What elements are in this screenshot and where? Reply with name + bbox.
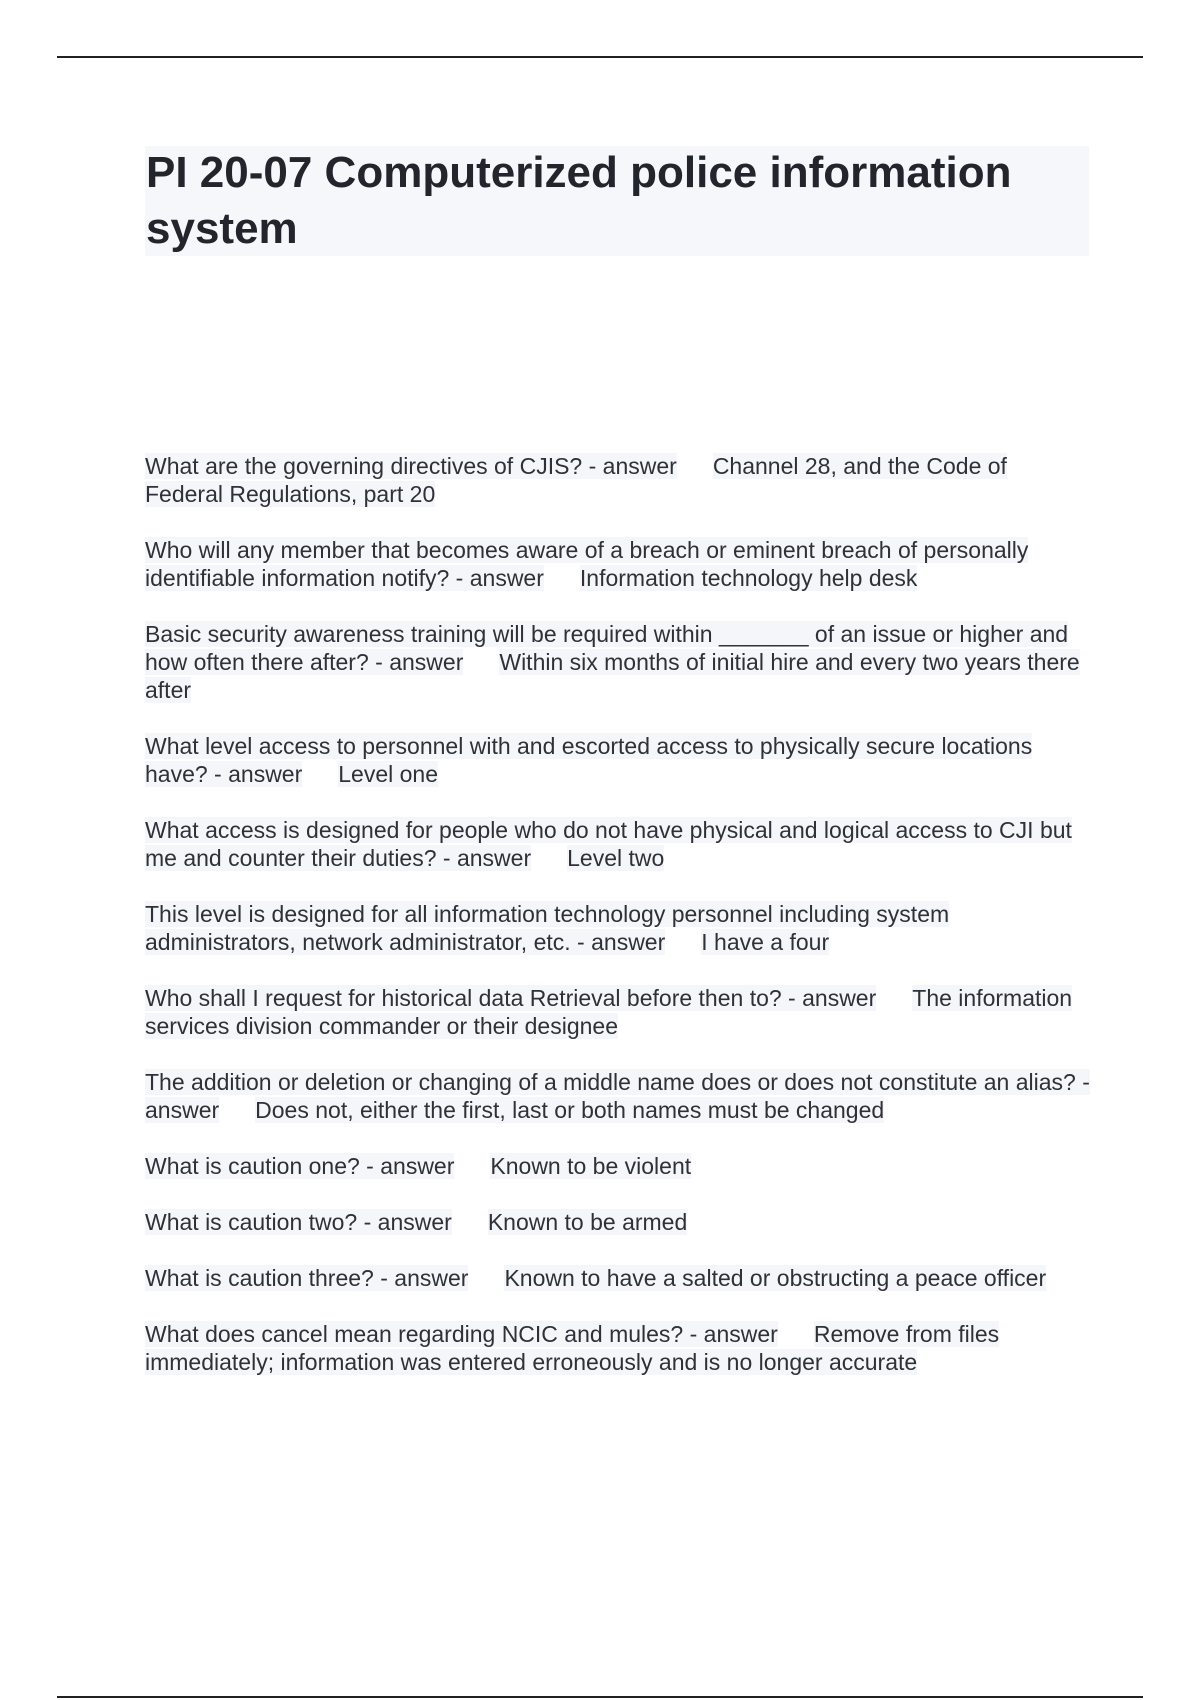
answer-separator: - answer	[449, 565, 544, 591]
answer-separator: - answer	[683, 1321, 778, 1347]
qa-item	[145, 1264, 1090, 1292]
qa-answer: Within six months of initial hire and every two years there after	[145, 649, 1080, 703]
qa-answer: Does not, either the first, last or both names must be changed	[255, 1097, 885, 1123]
bottom-rule	[57, 1696, 1143, 1698]
qa-answer: The information services division commander or their designee	[145, 985, 1073, 1039]
qa-answer: Known to have a salted or obstructing a peace officer	[504, 1265, 1047, 1291]
qa-question: What does cancel mean regarding NCIC and mules?	[145, 1321, 684, 1347]
answer-separator: - answer	[145, 1069, 1090, 1123]
qa-item	[145, 1208, 1090, 1236]
answer-separator: - answer	[582, 453, 677, 479]
qa-question: This level is designed for all information technology personnel including system administrators, network administrator, etc.	[145, 901, 950, 955]
qa-question: Who shall I request for historical data Retrieval before then to?	[145, 985, 782, 1011]
qa-answer: I have a four	[701, 929, 830, 955]
qa-question: The addition or deletion or changing of a middle name does or does not constitute an alias?	[145, 1069, 1076, 1095]
qa-question: What is caution two?	[145, 1209, 358, 1235]
qa-item	[145, 732, 1090, 788]
qa-item	[145, 984, 1090, 1040]
qa-question: What access is designed for people who do not have physical and logical access to CJI but me and counter their duties?	[145, 817, 1072, 871]
answer-separator: - answer	[570, 929, 666, 955]
qa-item	[145, 1152, 1090, 1180]
qa-question: Who will any member that becomes aware of a breach or eminent breach of personally identifiable information notify?	[145, 537, 1029, 591]
qa-question: Basic security awareness training will be required within _______ of an issue or higher and how often there after?	[145, 621, 1069, 675]
qa-list	[145, 452, 1090, 1404]
qa-answer: Channel 28, and the Code of Federal Regulations, part 20	[145, 453, 1007, 507]
qa-question: What is caution three?	[145, 1265, 374, 1291]
qa-item	[145, 1320, 1090, 1376]
qa-item	[145, 1068, 1090, 1124]
qa-answer: Information technology help desk	[579, 565, 918, 591]
qa-answer: Level two	[567, 845, 665, 871]
answer-separator: - answer	[373, 1265, 469, 1291]
top-rule	[57, 56, 1143, 58]
qa-item	[145, 536, 1090, 592]
answer-separator: - answer	[359, 1153, 455, 1179]
qa-answer: Level one	[338, 761, 439, 787]
answer-separator: - answer	[207, 761, 303, 787]
qa-item	[145, 816, 1090, 872]
answer-separator: - answer	[368, 649, 464, 675]
qa-answer: Remove from files immediately; information was entered erroneously and is no longer accurate	[145, 1321, 1000, 1375]
qa-question: What level access to personnel with and escorted access to physically secure locations have?	[145, 733, 1033, 787]
qa-answer: Known to be armed	[487, 1209, 688, 1235]
qa-item	[145, 620, 1090, 704]
answer-separator: - answer	[781, 985, 877, 1011]
qa-question: What are the governing directives of CJIS?	[145, 453, 583, 479]
qa-answer: Known to be violent	[490, 1153, 692, 1179]
page-title: PI 20-07 Computerized police information system	[146, 148, 1012, 253]
qa-item	[145, 452, 1090, 508]
qa-question: What is caution one?	[145, 1153, 360, 1179]
answer-separator: - answer	[436, 845, 532, 871]
qa-item	[145, 900, 1090, 956]
answer-separator: - answer	[357, 1209, 452, 1235]
